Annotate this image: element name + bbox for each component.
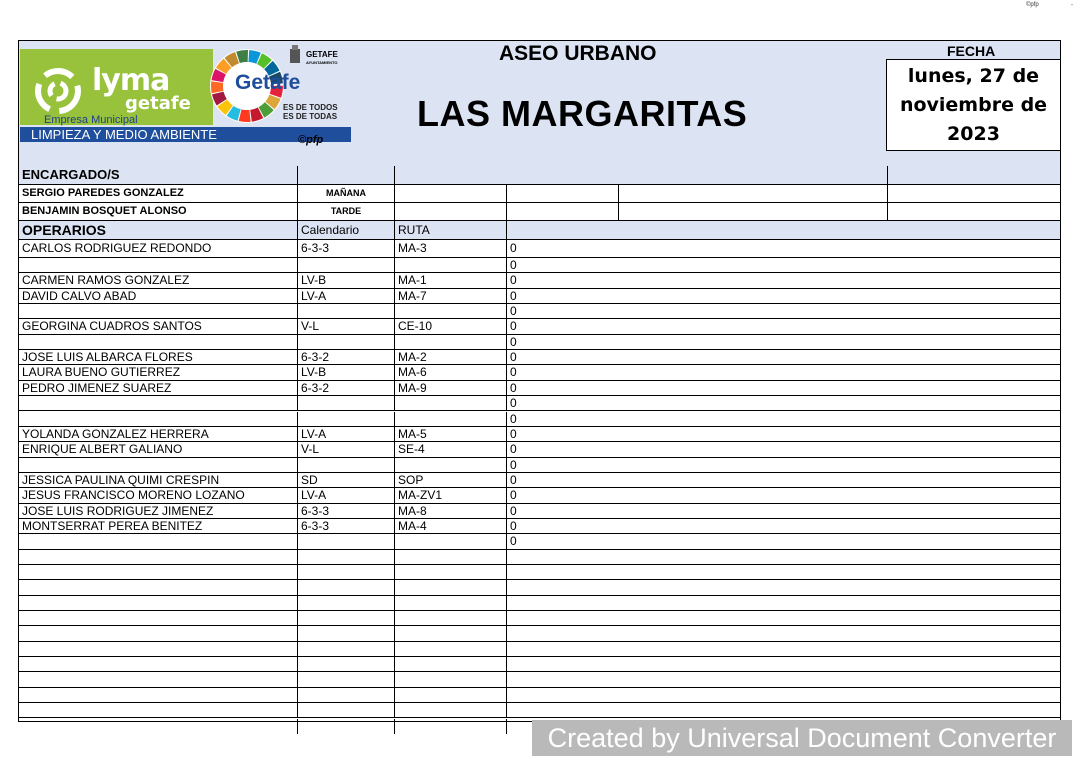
operario-value: 0 xyxy=(506,519,1060,533)
operario-calendario: 6-3-3 xyxy=(297,519,394,533)
operario-value xyxy=(506,611,1060,625)
table-cell xyxy=(618,203,887,220)
table-row xyxy=(19,396,1060,411)
column-header-calendario: Calendario xyxy=(297,221,394,239)
operario-name xyxy=(19,626,297,640)
table-row xyxy=(19,672,1060,687)
operario-ruta: MA-3 xyxy=(394,240,506,257)
operario-name: CARMEN RAMOS GONZALEZ xyxy=(22,273,190,288)
swirl-icon xyxy=(30,63,86,119)
encargados-label: ENCARGADO/S xyxy=(22,167,120,182)
operario-value: 0 xyxy=(506,273,1060,287)
operario-value: 0 xyxy=(506,335,1060,349)
operario-value: 0 xyxy=(506,488,1060,502)
table-row xyxy=(19,534,1060,549)
operario-ruta xyxy=(394,657,506,671)
table-row xyxy=(19,596,1060,611)
encargado-name: SERGIO PAREDES GONZALEZ xyxy=(22,187,184,199)
fecha-line-1: lunes, 27 de xyxy=(907,65,1040,87)
operario-ruta xyxy=(394,396,506,410)
operario-value: 0 xyxy=(506,258,1060,272)
table-row xyxy=(19,427,1060,442)
operario-calendario xyxy=(297,703,394,717)
operario-value: 0 xyxy=(506,412,1060,426)
operario-value: 0 xyxy=(506,289,1060,303)
operario-ruta: MA-7 xyxy=(394,289,506,303)
operario-value: 0 xyxy=(506,504,1060,518)
ayuntamiento-label xyxy=(306,51,338,67)
operarios-header-row xyxy=(19,221,1060,240)
fecha-line-3: 2023 xyxy=(947,123,1000,145)
table-row xyxy=(19,335,1060,350)
operario-ruta xyxy=(394,688,506,702)
operario-calendario xyxy=(297,458,394,472)
table-row xyxy=(19,626,1060,641)
operario-name xyxy=(19,672,297,686)
operario-calendario: 6-3-3 xyxy=(297,504,394,518)
limpieza-banner: LIMPIEZA Y MEDIO AMBIENTE xyxy=(20,127,351,142)
operario-name xyxy=(19,719,297,734)
corner-dot: - xyxy=(1071,2,1073,8)
converter-watermark: Created by Universal Document Converter xyxy=(532,720,1072,756)
table-cell xyxy=(394,166,887,184)
operario-calendario xyxy=(297,596,394,610)
operario-value: 0 xyxy=(506,350,1060,364)
operario-calendario xyxy=(297,657,394,671)
table-row xyxy=(19,642,1060,657)
encargado-name: BENJAMIN BOSQUET ALONSO xyxy=(22,205,187,217)
operario-ruta: MA-4 xyxy=(394,519,506,533)
operario-name xyxy=(19,335,297,349)
operario-calendario xyxy=(297,611,394,625)
table-cell xyxy=(887,166,1060,184)
table-cell xyxy=(394,203,506,220)
operario-ruta xyxy=(394,611,506,625)
operario-name xyxy=(19,304,297,318)
operario-calendario: 6-3-2 xyxy=(297,350,394,364)
operario-name: MONTSERRAT PEREA BENITEZ xyxy=(22,518,203,533)
operario-ruta xyxy=(394,672,506,686)
operario-calendario xyxy=(297,719,394,734)
table-cell xyxy=(618,185,887,202)
operario-name: JESSICA PAULINA QUIMI CRESPIN xyxy=(22,472,220,487)
operario-value: 0 xyxy=(506,396,1060,410)
operario-ruta xyxy=(394,719,506,734)
table-row xyxy=(19,565,1060,580)
operario-ruta: MA-2 xyxy=(394,350,506,364)
table-row xyxy=(19,350,1060,365)
operario-ruta xyxy=(394,335,506,349)
operario-value: 0 xyxy=(506,240,1060,257)
table-row xyxy=(19,611,1060,626)
operario-ruta xyxy=(394,596,506,610)
operario-name: PEDRO JIMENEZ SUAREZ xyxy=(22,380,172,395)
operario-name xyxy=(19,611,297,625)
operario-ruta: SOP xyxy=(394,473,506,487)
operario-ruta: MA-9 xyxy=(394,381,506,395)
operario-calendario: LV-B xyxy=(297,273,394,287)
operario-name: YOLANDA GONZALEZ HERRERA xyxy=(22,426,209,441)
operario-calendario: SD xyxy=(297,473,394,487)
operario-value: 0 xyxy=(506,473,1060,487)
operario-ruta xyxy=(394,534,506,548)
operario-name xyxy=(19,258,297,272)
coat-of-arms-icon xyxy=(289,45,301,65)
spreadsheet xyxy=(18,40,1061,722)
location-title: LAS MARGARITAS xyxy=(417,93,748,134)
table-cell xyxy=(394,185,506,202)
table-row xyxy=(19,580,1060,595)
operario-calendario: LV-A xyxy=(297,289,394,303)
operario-name xyxy=(19,657,297,671)
operario-calendario xyxy=(297,396,394,410)
lyma-wordmark: lyma xyxy=(92,63,170,98)
operario-name: GEORGINA CUADROS SANTOS xyxy=(22,319,202,334)
slogan-line-2: ES DE TODAS xyxy=(283,112,338,121)
operario-name: DAVID CALVO ABAD xyxy=(22,288,137,303)
operario-calendario xyxy=(297,565,394,579)
table-row xyxy=(19,240,1060,258)
operario-calendario: LV-B xyxy=(297,365,394,379)
operario-value xyxy=(506,626,1060,640)
operario-calendario: V-L xyxy=(297,319,394,333)
table-cell xyxy=(506,185,618,202)
operario-calendario: 6-3-3 xyxy=(297,240,394,257)
table-row xyxy=(19,442,1060,457)
column-header-ruta: RUTA xyxy=(394,221,506,239)
operario-value: 0 xyxy=(506,442,1060,456)
table-row xyxy=(19,519,1060,534)
operario-ruta xyxy=(394,580,506,594)
table-row xyxy=(19,703,1060,718)
operario-ruta: MA-6 xyxy=(394,365,506,379)
operario-name: LAURA BUENO GUTIERREZ xyxy=(22,365,181,380)
operario-name xyxy=(19,596,297,610)
table-cell xyxy=(506,203,618,220)
table-row xyxy=(19,504,1060,519)
operario-name: CARLOS RODRIGUEZ REDONDO xyxy=(22,241,212,255)
operario-value: 0 xyxy=(506,319,1060,333)
operario-ruta: SE-4 xyxy=(394,442,506,456)
table-row xyxy=(19,412,1060,427)
operario-ruta xyxy=(394,565,506,579)
operario-calendario xyxy=(297,335,394,349)
table-row xyxy=(19,258,1060,273)
operario-name: JOSE LUIS RODRIGUEZ JIMENEZ xyxy=(22,503,214,518)
header-band xyxy=(19,41,1060,167)
operario-ruta xyxy=(394,258,506,272)
table-cell xyxy=(297,166,394,184)
table-row xyxy=(19,381,1060,396)
operario-calendario xyxy=(297,642,394,656)
operario-value xyxy=(506,550,1060,564)
operario-ruta xyxy=(394,550,506,564)
table-row xyxy=(19,550,1060,565)
operario-ruta xyxy=(394,703,506,717)
operario-name xyxy=(19,458,297,472)
operario-name xyxy=(19,412,297,426)
operario-value: 0 xyxy=(506,304,1060,318)
empresa-municipal: Empresa Municipal xyxy=(44,114,138,126)
table-cell xyxy=(887,185,1060,202)
operario-value: 0 xyxy=(506,458,1060,472)
operario-value xyxy=(506,580,1060,594)
operario-ruta: MA-5 xyxy=(394,427,506,441)
operario-name xyxy=(19,550,297,564)
operario-name: JOSE LUIS ALBARCA FLORES xyxy=(22,350,193,365)
table-row xyxy=(19,488,1060,503)
operario-calendario xyxy=(297,688,394,702)
table-cell xyxy=(506,221,1060,239)
page-title: ASEO URBANO xyxy=(499,42,657,65)
operario-value xyxy=(506,672,1060,686)
encargado-turno: MAÑANA xyxy=(297,185,394,202)
operario-calendario xyxy=(297,626,394,640)
operario-name xyxy=(19,642,297,656)
operario-calendario: LV-A xyxy=(297,488,394,502)
operario-calendario: LV-A xyxy=(297,427,394,441)
operario-calendario xyxy=(297,550,394,564)
operario-ruta: MA-8 xyxy=(394,504,506,518)
table-row xyxy=(19,473,1060,488)
operario-value: 0 xyxy=(506,365,1060,379)
operario-name xyxy=(19,565,297,579)
encargado-row xyxy=(19,185,1060,203)
operario-value xyxy=(506,657,1060,671)
encargado-row xyxy=(19,203,1060,221)
operario-value: 0 xyxy=(506,534,1060,548)
operario-ruta: CE-10 xyxy=(394,319,506,333)
operario-value xyxy=(506,703,1060,717)
corner-watermark: ©pfp xyxy=(1026,2,1039,8)
table-row xyxy=(19,365,1060,380)
slogan-line-1: ES DE TODOS xyxy=(283,103,338,112)
operario-value xyxy=(506,642,1060,656)
fecha-value xyxy=(886,59,1061,151)
operarios-label: OPERARIOS xyxy=(22,222,107,238)
lyma-getafe-wordmark: getafe xyxy=(125,93,191,114)
operario-ruta xyxy=(394,642,506,656)
operario-ruta xyxy=(394,304,506,318)
ayto-name: GETAFE xyxy=(306,50,338,59)
table-row xyxy=(19,688,1060,703)
table-cell xyxy=(887,203,1060,220)
table-row xyxy=(19,458,1060,473)
ayto-sub: AYUNTAMIENTO xyxy=(306,60,338,65)
operario-name: ENRIQUE ALBERT GALIANO xyxy=(22,442,183,457)
operario-calendario xyxy=(297,534,394,548)
pfp-mark: ©pfp xyxy=(298,134,324,146)
fecha-label: FECHA xyxy=(947,43,996,59)
operario-ruta xyxy=(394,458,506,472)
encargados-header-row xyxy=(19,166,1060,185)
operario-value xyxy=(506,688,1060,702)
operario-calendario: V-L xyxy=(297,442,394,456)
operario-value xyxy=(506,565,1060,579)
encargado-turno: TARDE xyxy=(297,203,394,220)
table-row xyxy=(19,657,1060,672)
operario-name: JESUS FRANCISCO MORENO LOZANO xyxy=(22,488,245,503)
operario-calendario xyxy=(297,580,394,594)
operario-ruta xyxy=(394,412,506,426)
operario-calendario xyxy=(297,672,394,686)
table-row xyxy=(19,273,1060,288)
table-row xyxy=(19,304,1060,319)
operario-name xyxy=(19,396,297,410)
operario-calendario xyxy=(297,258,394,272)
table-row xyxy=(19,289,1060,304)
operario-value: 0 xyxy=(506,381,1060,395)
operario-name xyxy=(19,534,297,548)
operario-calendario xyxy=(297,412,394,426)
operario-calendario xyxy=(297,304,394,318)
operario-name xyxy=(19,688,297,702)
table-row xyxy=(19,319,1060,334)
slogan xyxy=(283,103,338,121)
getafe-wordmark: Getafe xyxy=(235,71,301,94)
operario-value xyxy=(506,596,1060,610)
operario-ruta: MA-ZV1 xyxy=(394,488,506,502)
operario-ruta xyxy=(394,626,506,640)
operario-name xyxy=(19,703,297,717)
fecha-line-2: noviembre de xyxy=(899,94,1048,116)
operario-calendario: 6-3-2 xyxy=(297,381,394,395)
operario-value: 0 xyxy=(506,427,1060,441)
operario-name xyxy=(19,580,297,594)
operario-ruta: MA-1 xyxy=(394,273,506,287)
